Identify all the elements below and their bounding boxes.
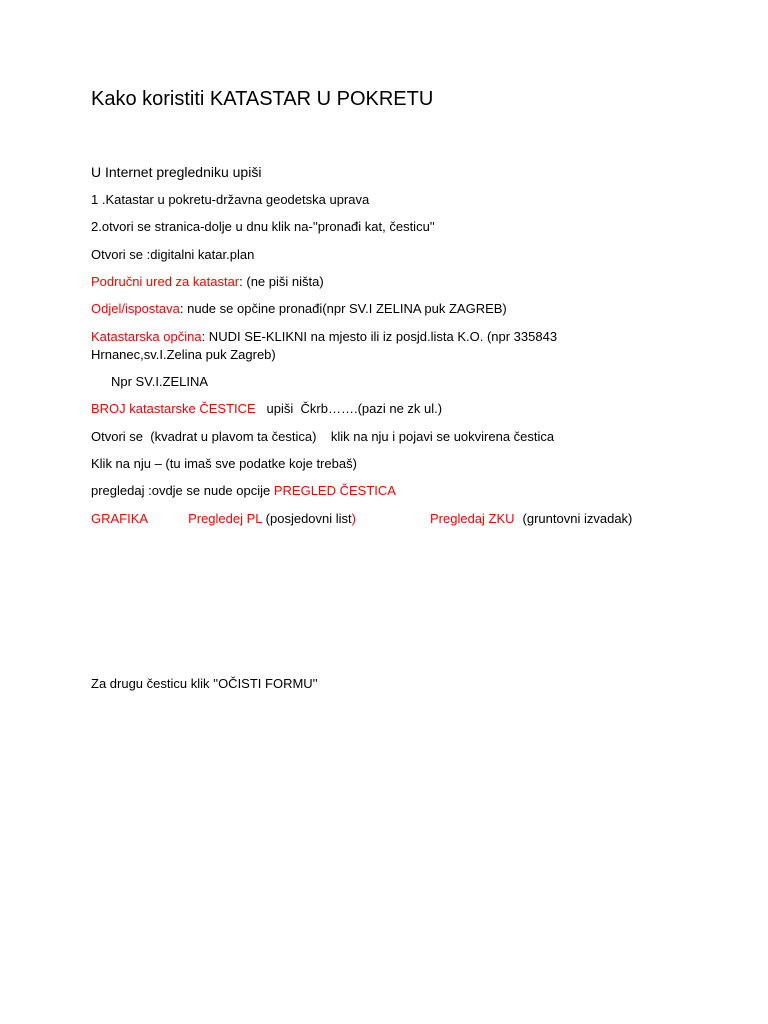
footer-text: Za drugu česticu klik ''OČISTI FORMU'' bbox=[91, 676, 318, 691]
step-2-text: 2.otvori se stranica-dolje u dnu klik na-''pronađi kat, česticu'' bbox=[91, 219, 435, 234]
field-department-text: : nude se opčine pronađi(npr SV.I ZELINA puk ZAGREB) bbox=[179, 301, 507, 316]
field-parcel-text: upiši Čkrb…….(pazi ne zk ul.) bbox=[255, 401, 443, 416]
step-open-text: Otvori se (kvadrat u plavom ta čestica) klik na nju i pojavi se uokvirena čestica bbox=[91, 429, 555, 444]
step-3-text: Otvori se :digitalni katar.plan bbox=[91, 247, 255, 262]
field-parcel-line bbox=[91, 400, 442, 418]
field-office-text: : (ne piši ništa) bbox=[239, 274, 324, 289]
option-pregledaj-zku: Pregledaj ZKU bbox=[430, 511, 515, 526]
document-title: Kako koristiti KATASTAR U POKRETU bbox=[91, 88, 434, 110]
field-office-line bbox=[91, 273, 324, 291]
field-office-label: Područni ured za katastar bbox=[91, 274, 240, 289]
review-highlight: PREGLED ČESTICA bbox=[273, 483, 396, 498]
intro-text: U Internet pregledniku upiši bbox=[91, 164, 262, 180]
option-grafika: GRAFIKA bbox=[91, 511, 149, 526]
option-pl-note: (posjedovni list bbox=[262, 511, 352, 526]
option-pl-close: ) bbox=[351, 511, 356, 526]
review-text: pregledaj :ovdje se nude opcije bbox=[91, 483, 274, 498]
field-municipality-label: Katastarska opčina bbox=[91, 329, 202, 344]
option-zku-note: (gruntovni izvadak) bbox=[522, 511, 633, 526]
step-1-text: 1 .Katastar u pokretu-državna geodetska uprava bbox=[91, 192, 370, 207]
example-text: Npr SV.I.ZELINA bbox=[111, 374, 209, 389]
field-parcel-label: BROJ katastarske ČESTICE bbox=[91, 401, 256, 416]
review-line bbox=[91, 482, 396, 500]
option-pregledaj-pl: Pregledej PL bbox=[188, 511, 263, 526]
options-line bbox=[91, 510, 632, 528]
field-department-label: Odjel/ispostava bbox=[91, 301, 180, 316]
field-municipality-text: : NUDI SE-KLIKNI na mjesto ili iz posjd.lista K.O. (npr 335843 Hrnanec,sv.I.Zelina puk Zagreb) bbox=[91, 329, 558, 362]
field-municipality-line bbox=[91, 328, 671, 364]
step-click-text: Klik na nju – (tu imaš sve podatke koje trebaš) bbox=[91, 456, 357, 471]
field-department-line bbox=[91, 300, 507, 318]
